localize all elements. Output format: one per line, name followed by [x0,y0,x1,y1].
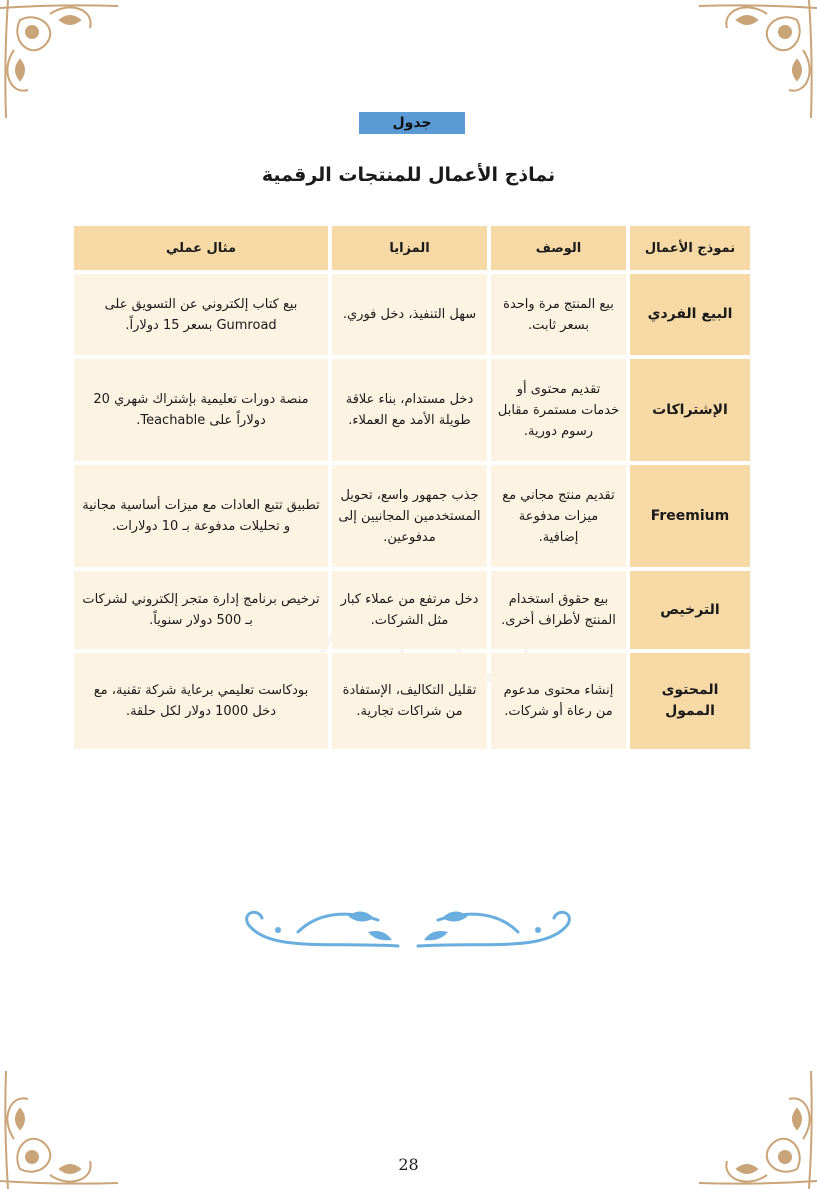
model-advantages: دخل مرتفع من عملاء كبار مثل الشركات. [332,571,487,649]
model-example: منصة دورات تعليمية بإشتراك شهري 20 دولاراً على Teachable. [74,359,328,461]
model-name: الترخيص [630,571,750,649]
model-description: تقديم محتوى أو خدمات مستمرة مقابل رسوم دورية. [491,359,626,461]
model-advantages: تقليل التكاليف، الإستفادة من شراكات تجارية. [332,653,487,749]
model-name: Freemium [630,465,750,567]
header-example: مثال عملي [74,226,328,270]
model-advantages: سهل التنفيذ، دخل فوري. [332,274,487,355]
page-number: 28 [398,1155,419,1174]
flourish-divider-icon [238,902,578,956]
page-title: نماذج الأعمال للمنتجات الرقمية [261,164,556,186]
model-example: ترخيص برنامج إدارة متجر إلكتروني لشركات بـ 500 دولار سنوياً. [74,571,328,649]
table-label: جدول [359,112,465,134]
model-example: بودكاست تعليمي برعاية شركة تقنية، مع دخل 1000 دولار لكل حلقة. [74,653,328,749]
table-header-row [74,226,750,270]
model-description: بيع المنتج مرة واحدة بسعر ثابت. [491,274,626,355]
model-advantages: جذب جمهور واسع، تحويل المستخدمين المجانيين إلى مدفوعين. [332,465,487,567]
header-advantages: المزايا [332,226,487,270]
model-name: البيع الفردي [630,274,750,355]
header-model: نموذج الأعمال [630,226,750,270]
table-row [74,465,750,567]
model-name: المحتوى الممول [630,653,750,749]
model-description: تقديم منتج مجاني مع ميزات مدفوعة إضافية. [491,465,626,567]
table-row [74,571,750,649]
model-name: الإشتراكات [630,359,750,461]
header-description: الوصف [491,226,626,270]
table-row [74,653,750,749]
table-row [74,274,750,355]
model-description: إنشاء محتوى مدعوم من رعاة أو شركات. [491,653,626,749]
model-advantages: دخل مستدام، بناء علاقة طويلة الأمد مع العملاء. [332,359,487,461]
model-example: بيع كتاب إلكتروني عن التسويق على Gumroad بسعر 15 دولاراً. [74,274,328,355]
business-models-table [70,222,754,753]
corner-ornament-icon [687,0,817,130]
model-description: بيع حقوق استخدام المنتج لأطراف أخرى. [491,571,626,649]
model-example: تطبيق تتبع العادات مع ميزات أساسية مجانية و تحليلات مدفوعة بـ 10 دولارات. [74,465,328,567]
corner-ornament-icon [0,0,130,130]
table-row [74,359,750,461]
